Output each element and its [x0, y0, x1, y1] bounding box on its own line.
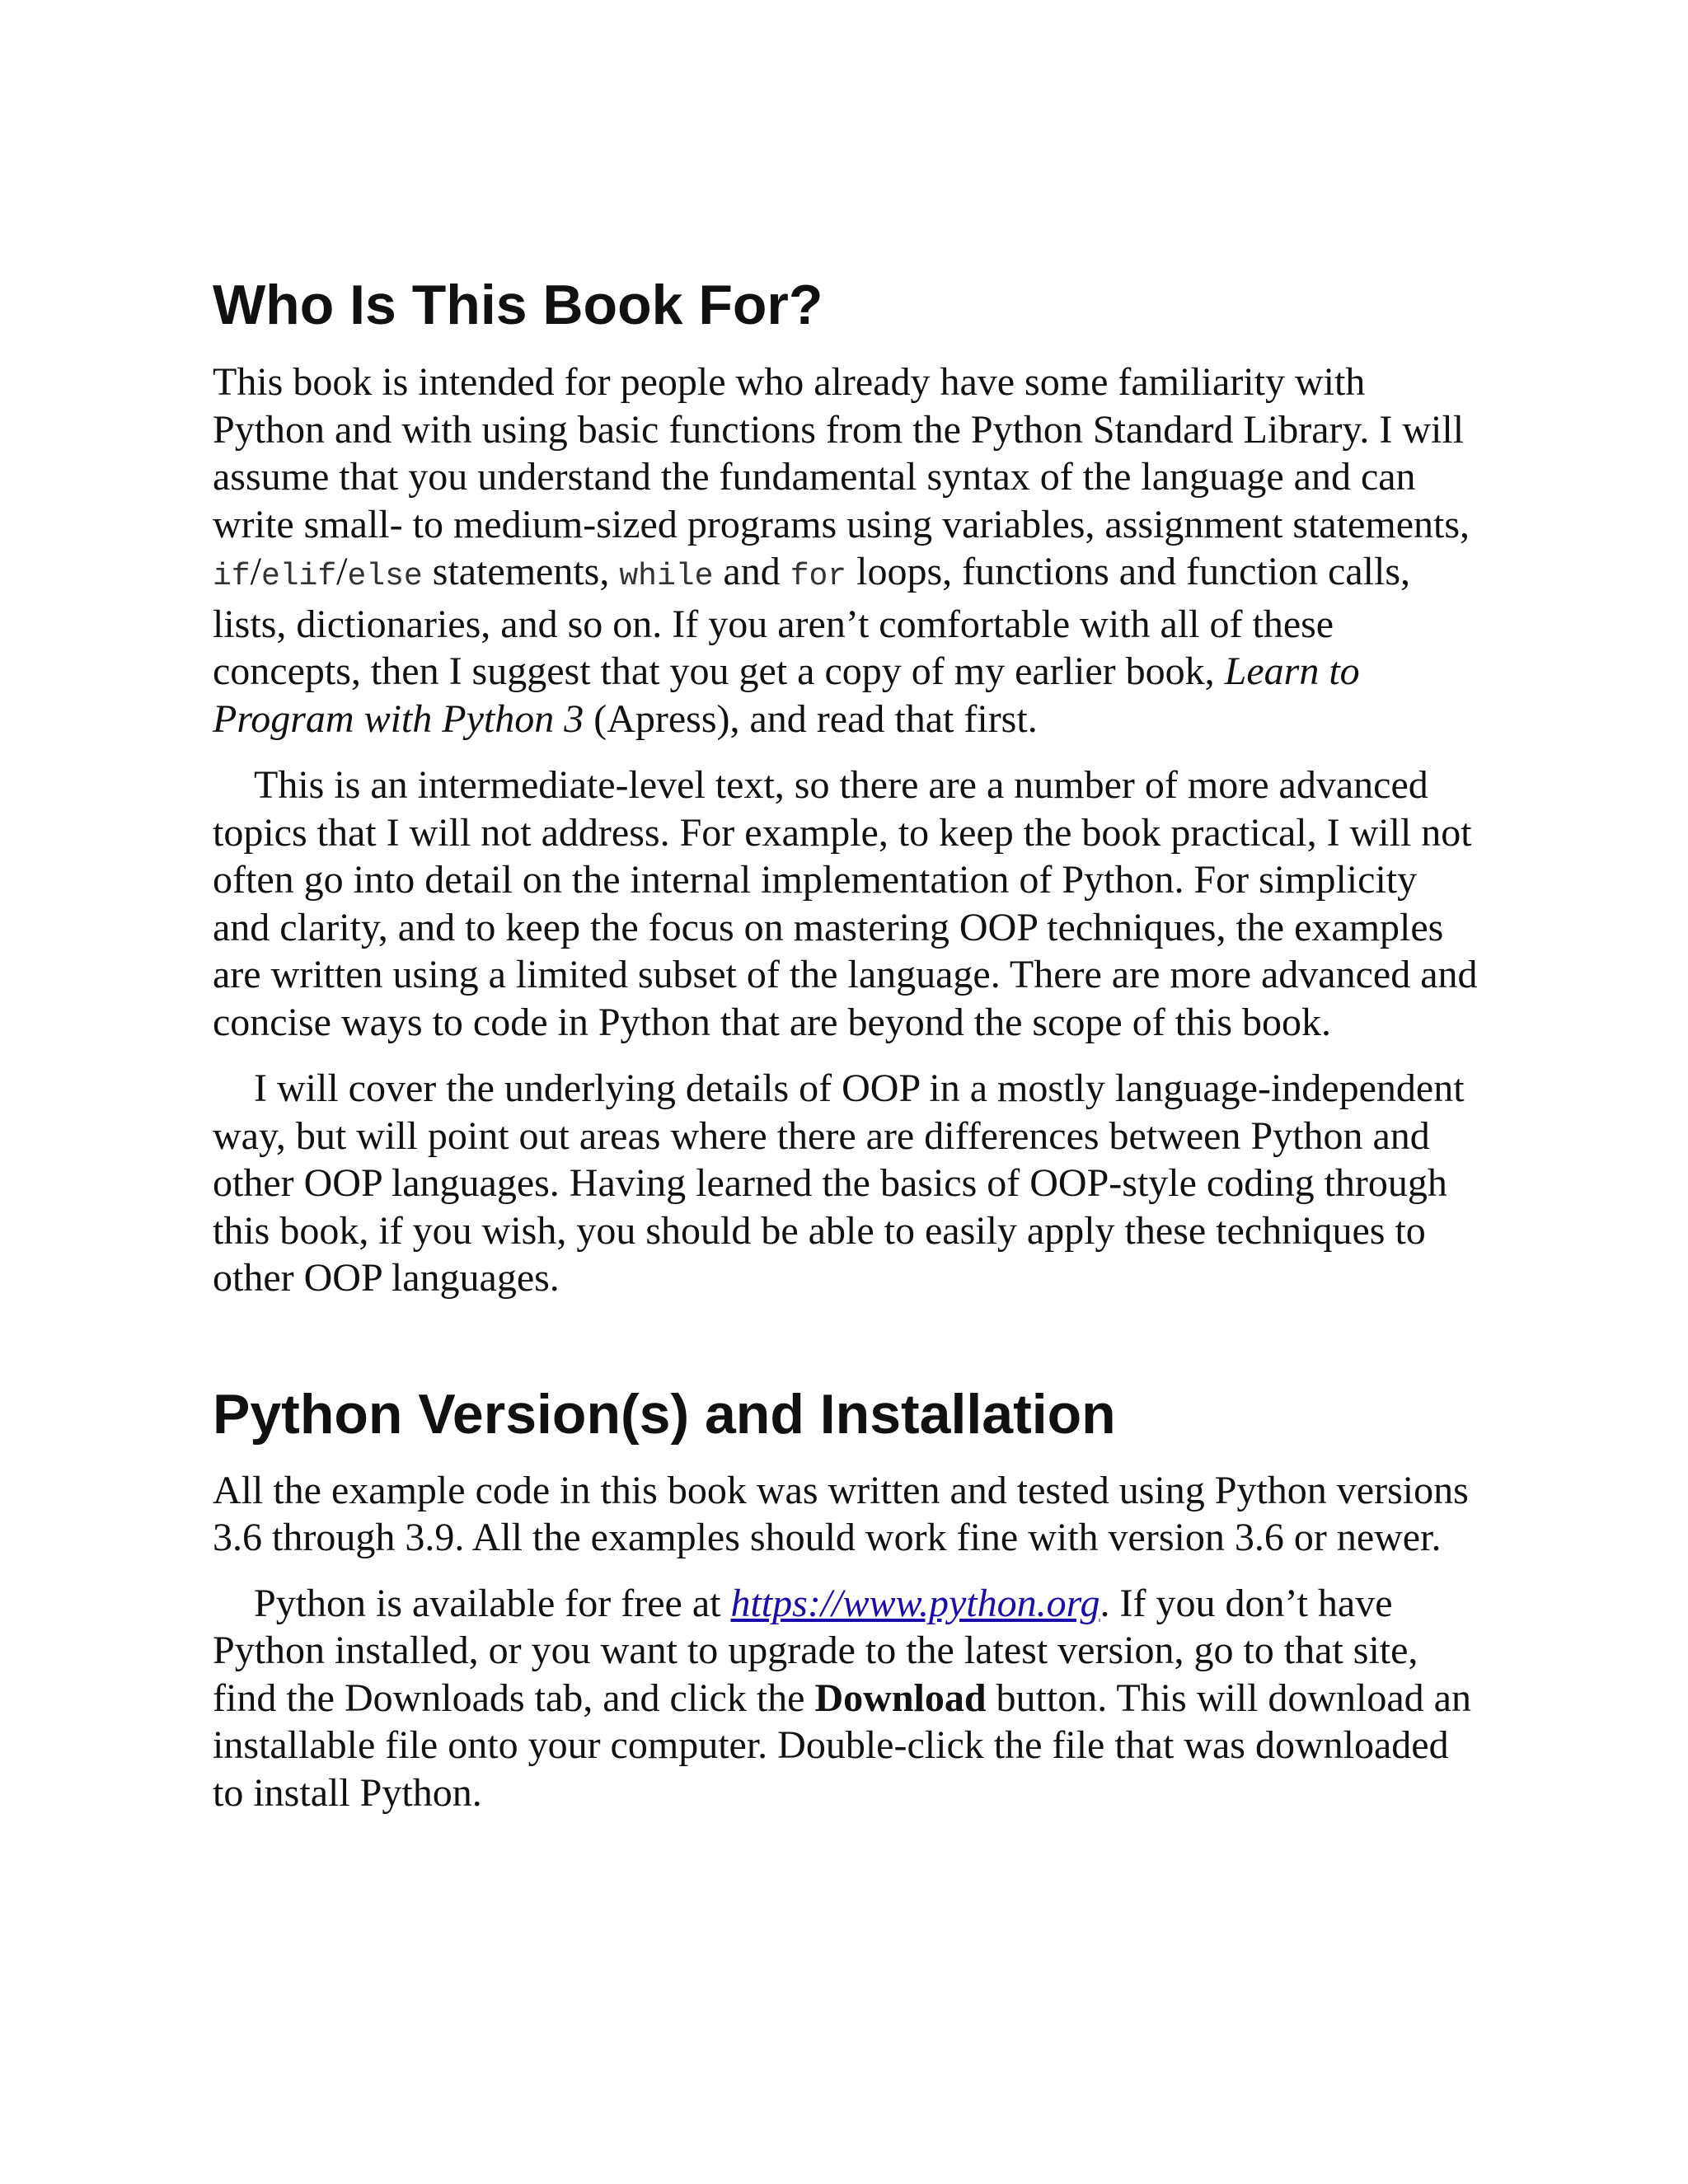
code-if: if [213, 559, 251, 594]
code-elif: elif [260, 559, 337, 594]
python-org-link[interactable]: https://www.python.org [730, 1581, 1100, 1625]
text-run: button. This will download an installable file onto your computer. Double-click the file that was downloaded to install Python. [213, 1675, 1471, 1815]
paragraph-installation [213, 1580, 1482, 1817]
paragraph-intended-audience [213, 359, 1482, 743]
download-button-reference: Download [814, 1675, 987, 1720]
text-run: statements, [422, 550, 620, 593]
text-run: This book is intended for people who already have some familiarity with Python and with using basic functions from the Python Standard Library. I will assume that you understand the fundamental syntax of the language and can write small- to medium-sized programs using variables, assignment statements, [213, 360, 1470, 546]
section-heading-python-versions: Python Version(s) and Installation [213, 1382, 1116, 1446]
slash-separator: / [250, 550, 261, 593]
code-while: while [619, 559, 714, 594]
paragraph-oop-coverage: I will cover the underlying details of OOP in a mostly language-independent way, but will point out areas where there are differences between Python and other OOP languages. Having learned the basics of OOP-style coding through this book, if you wish, you should be able to easily apply these techniques to other OOP languages. [213, 1066, 1465, 1300]
text-run: and [713, 550, 790, 593]
text-run: Python is available for free at [254, 1581, 731, 1625]
text-run: (Apress), and read that first. [584, 696, 1038, 741]
text-run: . If you don’t have Python installed, or you want to upgrade to the latest version, go to that site, find the Downloads tab, and click the [213, 1581, 1418, 1720]
paragraph-tested-versions: All the example code in this book was written and tested using Python versions 3.6 through 3.9. All the examples should work fine with version 3.6 or newer. [213, 1468, 1469, 1559]
text-run: loops, functions and function calls, lists, dictionaries, and so on. If you aren’t comfortable with all of these concepts, then I suggest that you get a copy of my earlier book, [213, 550, 1411, 693]
slash-separator: / [336, 550, 348, 593]
code-for: for [790, 559, 847, 594]
book-title: Learn to Program with Python 3 [213, 649, 1360, 741]
page-content [213, 270, 1482, 1816]
code-else: else [347, 559, 423, 594]
paragraph-intermediate-level: This is an intermediate-level text, so there are a number of more advanced topics that I will not address. For example, to keep the book practical, I will not often go into detail on the internal implementation of Python. For simplicity and clarity, and to keep the focus on mastering OOP techniques, the examples are written using a limited subset of the language. There are more advanced and concise ways to code in Python that are beyond the scope of this book. [213, 763, 1478, 1044]
section-heading-who-is-this-book-for: Who Is This Book For? [213, 274, 823, 336]
